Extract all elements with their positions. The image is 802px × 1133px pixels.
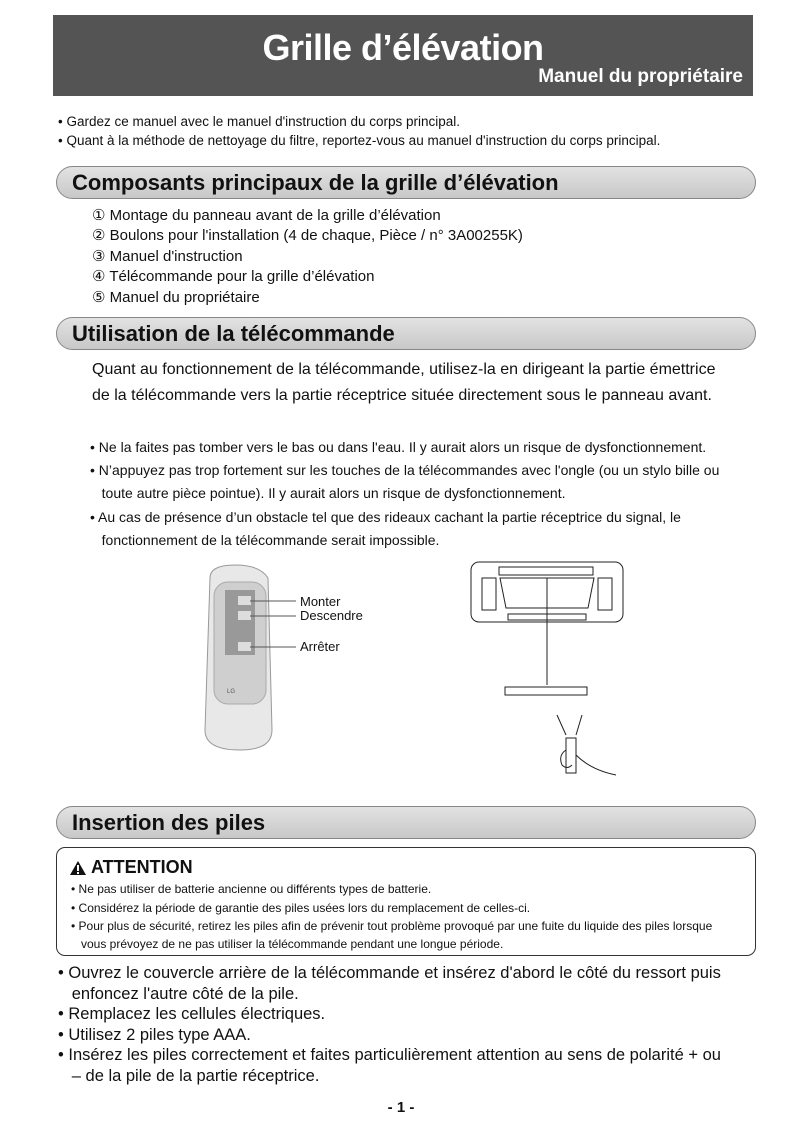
intro-note: • Quant à la méthode de nettoyage du filtre, reportez-vous au manuel d'instruction du corps principal. <box>58 133 661 148</box>
attention-box <box>56 847 756 956</box>
section-title: Utilisation de la télécommande <box>72 321 395 346</box>
remote-and-grille-illustration <box>190 560 640 790</box>
battery-step: • Ouvrez le couvercle arrière de la télécommande et insérez d'abord le côté du ressort puis <box>58 964 721 982</box>
bullet-line: • Au cas de présence d’un obstacle tel que des rideaux cachant la partie réceptrice du signal, le <box>90 509 681 525</box>
lg-logo: LG <box>227 689 236 695</box>
component-item: ② Boulons pour l'installation (4 de chaque, Pièce / n° 3A00255K) <box>92 227 523 244</box>
down-button-label: Descendre <box>300 608 363 623</box>
component-item: ① Montage du panneau avant de la grille d’élévation <box>92 207 441 224</box>
attention-bullet: • Pour plus de sécurité, retirez les piles afin de prévenir tout problème provoqué par une fuite du liquide des piles lorsque <box>71 919 713 933</box>
component-item: ③ Manuel d'instruction <box>92 248 243 265</box>
section-title: Composants principaux de la grille d’élévation <box>72 170 559 195</box>
remote-control-illustration <box>205 565 296 750</box>
page-subtitle: Manuel du propriétaire <box>538 66 743 87</box>
bullet-line: fonctionnement de la télécommande serait impossible. <box>90 532 440 548</box>
battery-step: – de la pile de la partie réceptrice. <box>58 1067 320 1085</box>
attention-bullet: vous prévoyez de ne pas utiliser la télécommande pendant une longue période. <box>71 937 504 951</box>
up-button-label: Monter <box>300 594 341 609</box>
page-title: Grille d’élévation <box>262 27 544 68</box>
bullet-line: • N’appuyez pas trop fortement sur les touches de la télécommandes avec l'ongle (ou un stylo bille ou <box>90 462 720 478</box>
section-title: Insertion des piles <box>72 810 266 835</box>
battery-step: enfoncez l'autre côté de la pile. <box>58 985 299 1003</box>
component-item: ⑤ Manuel du propriétaire <box>92 289 260 306</box>
stop-button-label: Arrêter <box>300 639 340 654</box>
page-number: - 1 - <box>387 1099 415 1116</box>
component-item: ④ Télécommande pour la grille d’élévation <box>92 268 375 285</box>
grille-illustration <box>471 562 623 775</box>
header-banner <box>53 15 753 96</box>
intro-note: • Gardez ce manuel avec le manuel d'instruction du corps principal. <box>58 114 461 129</box>
battery-step: • Utilisez 2 piles type AAA. <box>58 1026 251 1044</box>
attention-bullet: • Ne pas utiliser de batterie ancienne ou différents types de batterie. <box>71 882 432 896</box>
attention-title: ATTENTION <box>91 857 193 877</box>
paragraph-line: Quant au fonctionnement de la télécommande, utilisez-la en dirigeant la partie émettrice <box>92 361 716 378</box>
bullet-line: toute autre pièce pointue). Il y aurait alors un risque de dysfonctionnement. <box>90 485 566 501</box>
section-header <box>56 806 756 839</box>
battery-step: • Remplacez les cellules électriques. <box>58 1005 326 1023</box>
attention-bullet: • Considérez la période de garantie des piles usées lors du remplacement de celles-ci. <box>71 901 531 915</box>
paragraph-line: de la télécommande vers la partie réceptrice située directement sous le panneau avant. <box>92 387 712 404</box>
battery-step: • Insérez les piles correctement et faites particulièrement attention au sens de polarité + ou <box>58 1046 721 1064</box>
warning-triangle-icon <box>69 860 87 876</box>
section-header <box>56 166 756 199</box>
bullet-line: • Ne la faites pas tomber vers le bas ou dans l'eau. Il y aurait alors un risque de dysfonctionnement. <box>90 439 707 455</box>
section-header <box>56 317 756 350</box>
